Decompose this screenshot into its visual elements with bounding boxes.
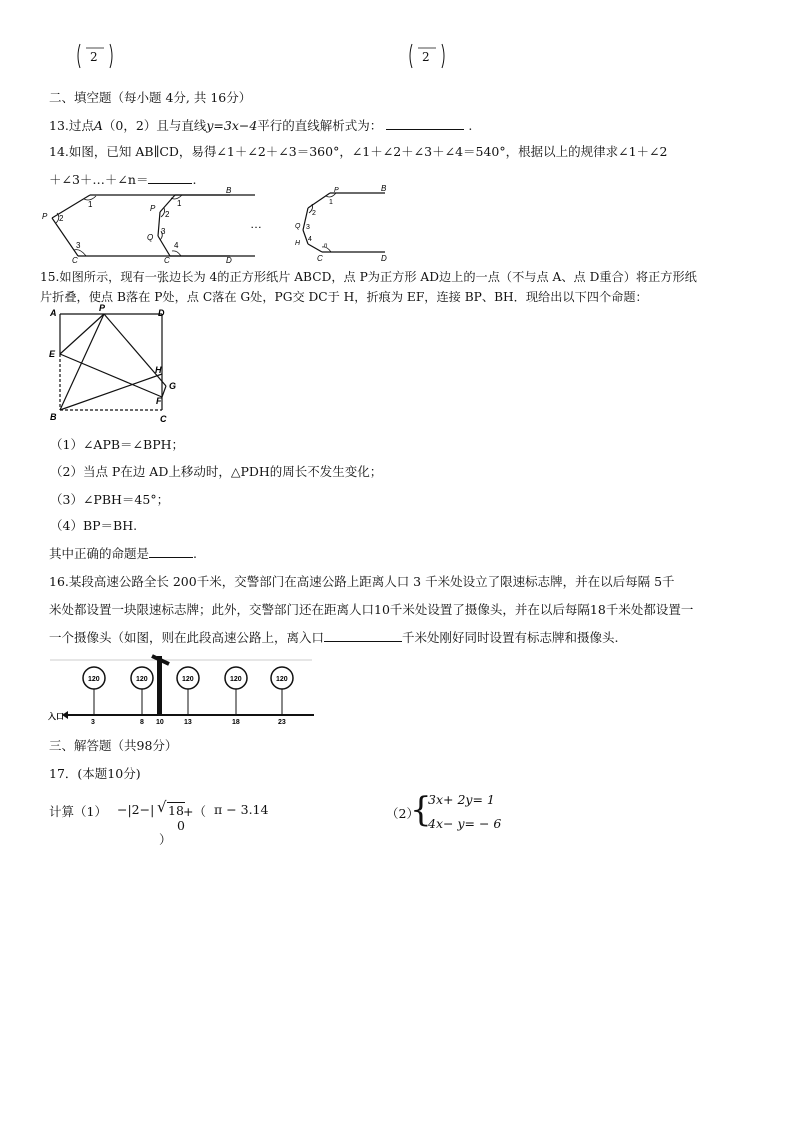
q17-sqrt-radicand: 18 xyxy=(168,803,184,818)
q14-f1-label-D: D xyxy=(226,256,232,264)
q16-sign-8 xyxy=(131,667,153,726)
q15-segment-BP xyxy=(60,314,104,410)
question-13 xyxy=(49,116,472,134)
q14-f2-label-4: 4 xyxy=(174,241,179,250)
section3-heading: 三、解答题（共98分） xyxy=(49,738,178,753)
q16-sign-km: 18 xyxy=(232,719,240,726)
q15-question-text: 其中正确的命题是 xyxy=(49,546,150,561)
q13-answer-blank[interactable] xyxy=(386,117,464,130)
section2-heading: 二、填空题（每小题 4分, 共 16分） xyxy=(49,90,252,105)
q15-label-F: F xyxy=(156,396,162,406)
q16-sign-limit: 120 xyxy=(276,676,288,683)
q14-f3-label-D: D xyxy=(381,254,387,263)
q16-sign-18 xyxy=(225,667,247,726)
q15-label-P: P xyxy=(99,303,106,313)
q17-pi-expression: π − 3.14 xyxy=(214,802,269,817)
q17-close-paren: ） xyxy=(159,832,172,847)
q14-ellipsis: … xyxy=(250,217,262,231)
q14-answer-blank[interactable] xyxy=(148,171,192,184)
q16-line1: 16.某段高速公路全长 200千米，交警部门在高速公路上距离人口 3 千米处设立了限速标志牌，并在以后每隔 5千 xyxy=(49,574,675,589)
q15-segment-EP xyxy=(60,314,104,354)
q16-sign-km: 13 xyxy=(184,719,192,726)
q15-prop-4: （4）BP＝BH. xyxy=(50,518,138,533)
q15-label-C: C xyxy=(160,414,167,424)
q14-f3-label-B: B xyxy=(381,184,387,193)
q17-equation-1: 3x+ 2y= 1 xyxy=(428,792,495,807)
q16-road-figure xyxy=(46,652,316,726)
q16-camera-pole-icon xyxy=(152,656,169,715)
q16-sign-3 xyxy=(83,667,105,726)
sqrt-icon: √ xyxy=(157,798,167,816)
q16-sign-limit: 120 xyxy=(88,676,100,683)
q15-segment-GF xyxy=(162,386,166,397)
left-brace-icon: { xyxy=(410,790,432,830)
q14-f1-label-C: C xyxy=(72,256,78,264)
q14-figures xyxy=(40,184,400,264)
q15-line1: 15.如图所示，现有一张边长为 4的正方形纸片 ABCD，点 P为正方形 AD边上的一点（不与点 A、点 D重合）将正方形纸 xyxy=(40,270,697,284)
q14-f3-label-3: 3 xyxy=(306,224,310,231)
q16-entrance-label: 入口 xyxy=(48,712,64,721)
q13-period: . xyxy=(468,118,473,133)
q14-f3-label-Q: Q xyxy=(295,223,301,230)
q17-calc-label: 计算（1） xyxy=(49,804,107,819)
q13-point-name: A xyxy=(93,118,103,133)
q14-f2-label-1: 1 xyxy=(177,199,182,208)
q15-label-G: G xyxy=(169,381,177,391)
fragment-text-left: 2 xyxy=(90,50,98,64)
q14-figure-2 xyxy=(158,195,255,256)
q14-f3-label-H: H xyxy=(295,240,301,247)
q13-line-equation: y=3x−4 xyxy=(206,118,258,133)
q15-prop-3: （3）∠PBH＝45°； xyxy=(50,492,170,507)
q14-f3-label-C: C xyxy=(317,254,323,263)
q15-label-D: D xyxy=(158,308,165,318)
q16-answer-blank[interactable] xyxy=(324,629,402,642)
q14-f2-label-P: P xyxy=(150,204,156,213)
q14-f2-label-Q: Q xyxy=(147,233,154,242)
q14-f1-label-3: 3 xyxy=(76,241,81,250)
q15-label-H: H xyxy=(155,365,162,375)
q15-segment-BH xyxy=(60,374,162,410)
q15-line2: 片折叠，使点 B落在 P处，点 C落在 G处，PG交 DC于 H，折痕为 EF，连接 BP、BH．现给出以下四个命题： xyxy=(40,290,648,304)
q17-part2-label: （2） xyxy=(386,806,419,821)
top-fragment-right xyxy=(406,42,450,70)
q14-f2-label-C: C xyxy=(164,256,170,264)
q16-line2: 米处都设置一块限速标志牌；此外，交警部门还在距离人口10千米处设置了摄像头，并在以后每隔18千米处都设置一 xyxy=(49,602,694,617)
q14-f2-label-2: 2 xyxy=(165,210,170,219)
fragment-text-right: 2 xyxy=(422,50,430,64)
q15-prop-2: （2）当点 P在边 AD上移动时，△PDH的周长不发生变化； xyxy=(50,464,383,479)
q16-sign-23 xyxy=(271,667,293,726)
q17-part2 xyxy=(386,792,526,838)
q15-label-B: B xyxy=(50,412,57,422)
q14-f3-label-n: n xyxy=(324,243,328,249)
q16-sign-limit: 120 xyxy=(136,676,148,683)
q17-plus-paren: +（ xyxy=(183,804,206,819)
q15-segment-PG xyxy=(104,314,166,386)
top-fragment-left xyxy=(74,42,118,70)
q14-f3-label-1: 1 xyxy=(329,199,333,206)
q14-sum-expression: ＋∠3＋…＋∠n＝ xyxy=(49,172,149,187)
q14-period: . xyxy=(192,172,197,187)
q16-line3 xyxy=(49,628,619,646)
q13-coords: （0，2）且与直线 xyxy=(102,118,207,133)
q15-square-figure xyxy=(44,302,194,426)
q14-figure-3 xyxy=(303,193,385,252)
q14-f1-label-P: P xyxy=(42,212,48,221)
q16-sign-13 xyxy=(177,667,199,726)
q16-line3-suffix: 千米处刚好同时设置有标志牌和摄像头. xyxy=(402,630,619,645)
q15-label-A: A xyxy=(50,308,57,318)
q13-question: 平行的直线解析式为： xyxy=(257,118,383,133)
q17-equation-2: 4x− y= − 6 xyxy=(428,816,502,831)
q17-exponent-zero: 0 xyxy=(177,818,185,833)
q17-header: 17．(本题10分) xyxy=(49,766,141,781)
q16-sign-km: 3 xyxy=(91,719,95,726)
q14-f1-label-1: 1 xyxy=(88,200,93,209)
q16-line3-prefix: 一个摄像头（如图，则在此段高速公路上，离入口 xyxy=(49,630,325,645)
q16-sign-limit: 120 xyxy=(230,676,242,683)
q14-f3-label-P: P xyxy=(334,187,339,194)
q17-part1 xyxy=(49,800,289,846)
q17-abs-expression: −|2−| xyxy=(117,802,155,817)
q15-prop-1: （1）∠APB＝∠BPH； xyxy=(50,437,185,452)
q14-f3-label-4: 4 xyxy=(308,236,312,243)
q14-f2-label-3: 3 xyxy=(161,227,166,236)
q15-question xyxy=(49,544,197,562)
q14-f1-label-B: B xyxy=(226,186,232,195)
q15-period: . xyxy=(193,546,197,561)
q14-f1-label-2: 2 xyxy=(59,214,64,223)
q15-label-E: E xyxy=(49,349,56,359)
q16-camera-km: 10 xyxy=(156,719,164,726)
q16-sign-limit: 120 xyxy=(182,676,194,683)
q14-line1: 14.如图，已知 AB∥CD，易得∠1＋∠2＋∠3＝360°，∠1＋∠2＋∠3＋∠4＝540°，根据以上的规律求∠1＋∠2 xyxy=(49,144,668,159)
q13-prefix: 13.过点 xyxy=(49,118,94,133)
q16-sign-km: 8 xyxy=(140,719,144,726)
q14-f3-label-2: 2 xyxy=(312,210,316,217)
q15-answer-blank[interactable] xyxy=(149,545,193,558)
q16-sign-km: 23 xyxy=(278,719,286,726)
